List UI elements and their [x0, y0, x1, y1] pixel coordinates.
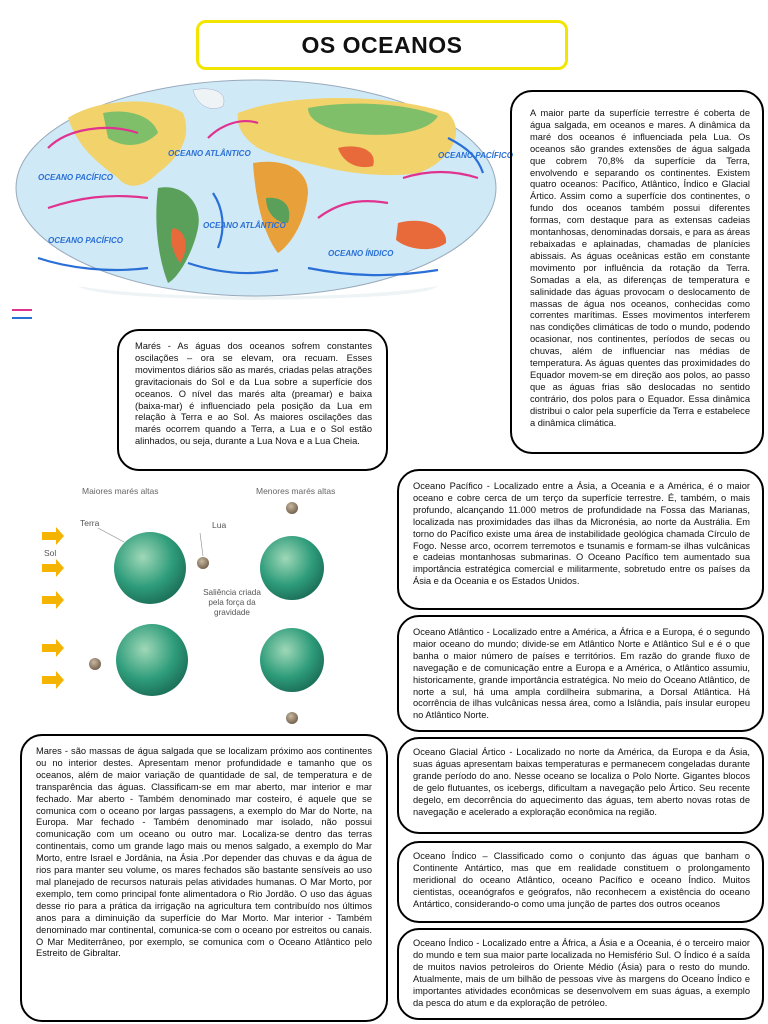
earth-globe: [114, 532, 186, 604]
moon: [197, 557, 209, 569]
label-lua: Lua: [212, 520, 227, 530]
tides-box: [117, 329, 388, 471]
page-title: OS OCEANOS: [196, 20, 568, 70]
map-label: OCEANO ATLÂNTICO: [168, 149, 251, 158]
ocean-currents-map: [8, 78, 513, 326]
pacific-box: [397, 469, 764, 610]
tides-diagram: [20, 478, 372, 730]
atlantic-box: [397, 615, 764, 732]
pacific-text: Oceano Pacífico - Localizado entre a Ásia, a Oceania e a América, é o maior oceano e cobre cerca de um terço da superfície terrestre. É, também, o mais profundo, alcançando 11.000 metros de profundidade na Fossa das Marianas, localizada nas proximidades das ilhas da Micronésia, ao norte da Austrália. Em torno do Pacífico existe uma área de instabilidade geológica chamada Círculo de Fogo. Nesse arco, ocorrem terremotos e tsunamis e formam-se ilhas vulcânicas e cadeias montanhosas submarinas. O Oceano Pacífico tem aumentado sua importância estratégica comercial e militarmente, sobretudo entre os países da Ásia e da Oceania e os Estados Unidos.: [413, 481, 750, 587]
sun-ray: [42, 639, 64, 657]
heading-right: Menores marés altas: [256, 486, 336, 496]
map-label: OCEANO ATLÂNTICO: [203, 221, 286, 230]
tides-diagram-svg: [20, 478, 372, 730]
earth-globe: [260, 628, 324, 692]
antarctic-box: [397, 841, 764, 923]
arctic-text: Oceano Glacial Ártico - Localizado no norte da América, da Europa e da Ásia, suas águas apresentam baixas temperaturas e permanecem congeladas durante grande período do ano. Nesse oceano se localiza o Polo Norte. Gigantes blocos de gelo flutuantes, os icebergs, dificultam a navegação pelo Ártico. Seu recente degelo, em decorrência do aquecimento das águas, tem aberto novas rotas de navegação e acelerado a exploração econômica na região.: [413, 747, 750, 817]
seas-text: Mares - são massas de água salgada que se localizam próximo aos continentes ou no interior destes. Apresentam menor profundidade e tamanho que os oceanos, além de maior variação de quantidade de sal, de temperatura e de transparência das águas. Classificam-se em mar aberto, mar interior e mar fechado. Mar aberto - Também denominado mar costeiro, é aquele que se comunica com o oceano por largas passagens, a exemplo do Mar do Norte, na Europa. Mar fechado - Também denominado mar isolado, não possui comunicação com um oceano ou outro mar. Localiza-se dentro das terras continentais, como um grande lago mais ou menos salgado, a exemplo do Mar Morto, entre Israel e Jordânia, na Ásia .Por depender das chuvas e da água de rios para manter seu volume, os mares fechados são bastante sensíveis ao uso mal planejado de recursos naturais pelas atividades humanas. O Mar Morto, por exemplo, tem como principal fonte alimentadora o Rio Jordão. O uso das águas desse rio para a prática da irrigação na agricultura tem contribuído nos últimos anos para a diminuição da superfície do Mar Morto. Mar interior - Também denominado mar continental, comunica-se com o oceano por estreitos ou canais. O Mar Mediterrâneo, por exemplo, se comunica com o Oceano Atlântico pelo Estreito de Gibraltar.: [36, 746, 372, 959]
sun-ray: [42, 591, 64, 609]
antarctic-text: Oceano Índico – Classificado como o conjunto das águas que banham o Continente Antártico, mas que em realidade constituem o prolongamento meridional do oceano Atlântico, oceano Pacífico e oceano Índico. Muitos cientistas, oceanógrafos e geógrafos, não reconhecem a existência do oceano Antártico, considerando-o como uma junção de partes dos outros oceanos: [413, 851, 750, 909]
sun-ray: [42, 671, 64, 689]
lua-pointer: [200, 533, 203, 556]
indian-box: [397, 928, 764, 1020]
label-sol: Sol: [44, 548, 57, 558]
arctic-box: [397, 737, 764, 834]
atlantic-text: Oceano Atlântico - Localizado entre a América, a África e a Europa, é o segundo maior oceano do mundo; divide-se em Atlântico Norte e Atlântico Sul e é o que banha o maior número de países e territórios. Em razão do grande fluxo de navegação e de comunicação entre a Europa e a América, o Atlântico assumiu, historicamente, grande importância estratégica. No meio do Oceano Atlântico, de norte a sul, há uma ampla cordilheira submarina, a Dorsal Atlântica. Há ocorrência de ilhas vulcânicas nessa área, como a Islândia, país insular europeu no Atlântico Norte.: [413, 627, 750, 721]
intro-text: A maior parte da superfície terrestre é coberta de água salgada, em oceanos e mares. A dinâmica da maré dos oceanos é influenciada pela Lua. Os oceanos são grandes extensões de água salgada que cobrem 70,8% da superfície da Terra, envolvendo e separando os continentes. Existem quatro oceanos: Pacífico, Atlântico, Índico e Glacial Ártico. Assim como a superfície dos continentes, o fundo dos oceanos também possui diferentes formas, com destaque para as extensas cadeias montanhosas, denominadas dorsais, e para as áreas rebaixadas e aplainadas, chamadas de planícies abissais. As águas oceânicas estão em constante movimento por influência da rotação da Terra. Somadas a ela, as diferenças de temperatura e salinidade das águas provocam o deslocamento de massas de água nos oceanos, conhecidas como correntes marítimas. Esses movimentos interferem nas condições climáticas de todo o mundo, podendo ocasionar, nos continentes, períodos de secas ou chuvas, além de influenciar nas médias de temperatura. As águas quentes das proximidades do Equador movem-se em direção aos polos, ao passo que as águas frias são deslocadas no sentido contrário, dos polos para o Equador. Essa dinâmica distribui o calor pela superfície da Terra e estabelece a dinâmica climática.: [530, 108, 750, 428]
indian-text: Oceano Índico - Localizado entre a África, a Ásia e a Oceania, é o terceiro maior do mundo e tem sua maior parte localizada no Hemisfério Sul. O Índico é a saída de muitos navios petroleiros do Oriente Médio (Ásia) para o resto do mundo. Atualmente, mais de um bilhão de pessoas vive às margens do Oceano Índico e importantes atividades econômicas se desenvolvem em suas águas, a exemplo da pesca do atum e da exploração de petróleo.: [413, 938, 750, 1008]
moon: [286, 712, 298, 724]
map-label: OCEANO PACÍFICO: [38, 173, 113, 182]
map-label: OCEANO ÍNDICO: [328, 249, 394, 258]
map-label: OCEANO PACÍFICO: [438, 151, 513, 160]
earth-globe: [116, 624, 188, 696]
heading-left: Maiores marés altas: [82, 486, 159, 496]
earth-globe: [260, 536, 324, 600]
saliencia-label-wrap: [196, 588, 268, 628]
map-legend: [12, 310, 32, 318]
label-saliencia: Saliência criada pela força da gravidade: [203, 588, 261, 617]
sun-ray: [42, 559, 64, 577]
intro-box: [510, 90, 764, 454]
moon: [286, 502, 298, 514]
moon: [89, 658, 101, 670]
map-label: OCEANO PACÍFICO: [48, 236, 123, 245]
map-svg: [8, 78, 513, 326]
label-terra: Terra: [80, 518, 100, 528]
sun-ray: [42, 527, 64, 545]
tides-text: Marés - As águas dos oceanos sofrem constantes oscilações – ora se elevam, ora recuam. Esses movimentos diários são as marés, criadas pelas atrações gravitacionais do Sol e da Lua sobre a superfície dos oceanos. O nível das marés alta (preamar) e baixa (baixa-mar) é influenciado pela posição da Lua em relação à Terra e ao Sol. As maiores oscilações das marés ocorrem quando a Terra, a Lua e o Sol estão alinhados, ou seja, durante a Lua Nova e a Lua Cheia.: [135, 341, 372, 447]
terra-pointer: [98, 528, 124, 542]
seas-box: [20, 734, 388, 1022]
